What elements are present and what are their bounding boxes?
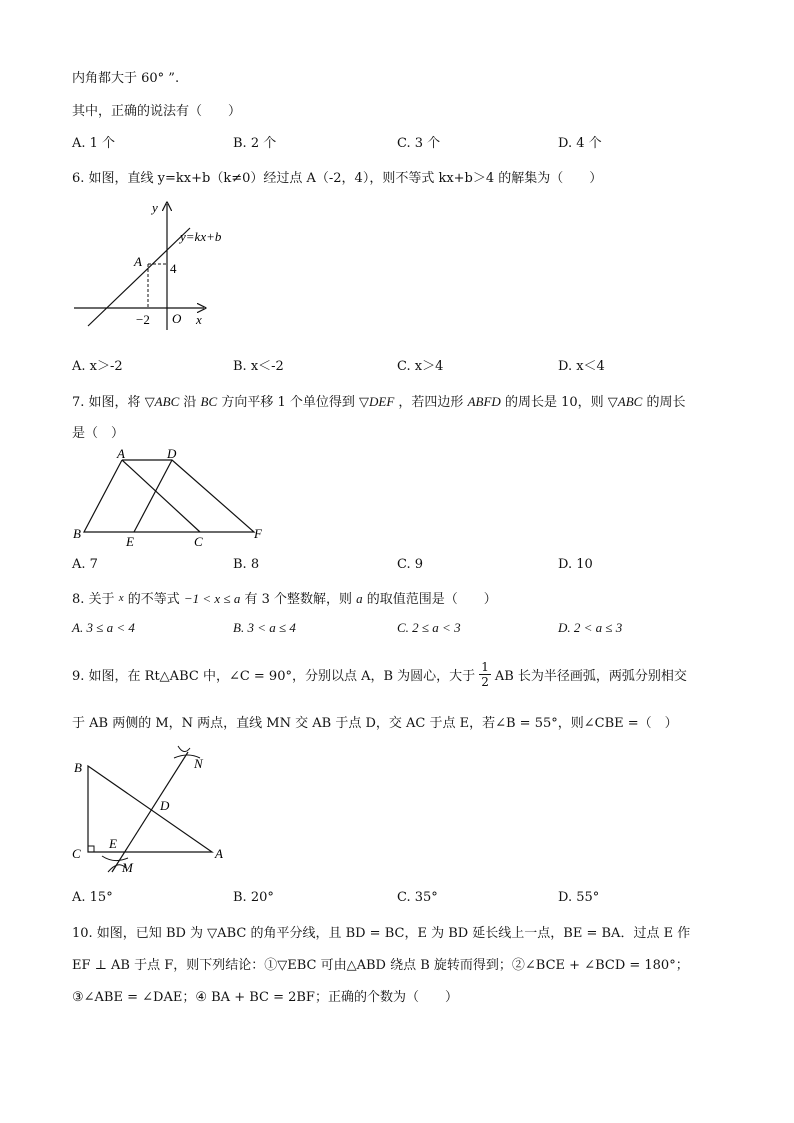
q9-triangle [88, 766, 212, 852]
q6-option-b[interactable]: B. x＜-2 [233, 359, 284, 374]
q9-label-a: A [215, 846, 223, 861]
q9-arc-n2 [178, 746, 190, 752]
q8-var-x: x [118, 592, 124, 604]
q10-line1: 10. 如图，已知 BD 为 ▽ABC 的角平分线，且 BD = BC，E 为 BD 延长线上一点，BE = BA．过点 E 作 [72, 926, 691, 941]
q9-right-angle-mark [88, 846, 94, 852]
q7-stem-line2: 是（ ） [72, 426, 125, 441]
q7-label-a: A [117, 446, 125, 461]
q6-figure [72, 198, 252, 333]
q5-tail-line2: 其中，正确的说法有（ ） [72, 104, 242, 119]
q7-option-d[interactable]: D. 10 [558, 557, 593, 572]
q8-stem [72, 588, 497, 607]
q10-line3: ③∠ABE = ∠DAE；④ BA + BC = 2BF；正确的个数为（ ） [72, 990, 458, 1005]
q7-option-a[interactable]: A. 7 [72, 557, 98, 572]
q9-stem-b: AB 长为半径画弧，两弧分别相交 [494, 668, 687, 684]
q9-option-a[interactable]: A. 15° [72, 890, 113, 905]
q6-stem: 6. 如图，直线 y=kx+b（k≠0）经过点 A（-2，4），则不等式 kx+b＞4 的解集为（ ） [72, 171, 603, 186]
q5-option-a[interactable]: A. 1 个 [72, 136, 116, 151]
q7-stem-c: 方向平移 1 个单位得到 [221, 395, 355, 410]
q9-label-b: B [74, 760, 82, 775]
q9-figure [72, 744, 242, 880]
q9-option-d[interactable]: D. 55° [558, 890, 600, 905]
q8-option-b[interactable]: B. 3 < a ≤ 4 [233, 620, 296, 635]
q9-label-n: N [194, 756, 203, 771]
q9-label-d: D [160, 798, 170, 813]
q5-option-d[interactable]: D. 4 个 [558, 136, 602, 151]
q7-figure [72, 444, 272, 552]
q9-frac-den: 2 [481, 674, 489, 689]
q9-stem-a: 9. 如图，在 Rt△ABC 中，∠C = 90°，分别以点 A，B 为圆心，大于 [72, 668, 476, 684]
q7-stem-e: 的周长是 10，则 [504, 395, 604, 410]
q10-line2: EF ⊥ AB 于点 F，则下列结论：①▽EBC 可由△ABD 绕点 B 旋转而得到；②∠BCE + ∠BCD = 180°； [72, 958, 689, 973]
q7-quad: ABFD [467, 394, 501, 409]
q6-label-neg2: −2 [136, 312, 150, 327]
q6-label-origin: O [172, 311, 182, 326]
q9-stem-line2: 于 AB 两侧的 M，N 两点，直线 MN 交 AB 于点 D，交 AC 于点 E，若∠B = 55°，则∠CBE =（ ） [72, 716, 678, 731]
q9-label-c: C [72, 846, 81, 861]
q7-stem-d: ，若四边形 [398, 395, 464, 410]
q6-label-line: y=kx+b [180, 229, 222, 244]
q9-stem-line1 [72, 656, 687, 692]
q7-stem-a: 7. 如图，将 [72, 395, 141, 410]
q7-segment-ac [122, 460, 200, 532]
q6-label-y: y [152, 200, 158, 215]
q5-tail-line1: 内角都大于 60° ”. [72, 71, 180, 86]
q6-option-c[interactable]: C. x＞4 [397, 359, 444, 374]
q7-stem-f: 的周长 [646, 395, 686, 410]
q7-option-b[interactable]: B. 8 [233, 557, 260, 572]
q7-label-e: E [126, 534, 134, 549]
q6-option-a[interactable]: A. x＞-2 [72, 359, 123, 374]
q9-frac-num: 1 [481, 659, 489, 674]
q9-option-b[interactable]: B. 20° [233, 890, 274, 905]
q8-inequality: −1 < x ≤ a [183, 591, 241, 606]
q7-tri-def: ▽DEF [359, 394, 395, 409]
q9-fraction [479, 661, 491, 688]
q7-tri-abc-2: ▽ABC [607, 394, 643, 409]
q6-label-a: A [134, 254, 142, 269]
q7-segment-de [134, 460, 172, 532]
q9-line-mn [112, 752, 188, 872]
q9-option-c[interactable]: C. 35° [397, 890, 438, 905]
q8-stem-d: 的取值范围是（ ） [366, 592, 497, 607]
q7-label-f: F [254, 526, 262, 541]
q8-option-d[interactable]: D. 2 < a ≤ 3 [558, 620, 623, 635]
q7-label-b: B [73, 526, 81, 541]
q7-option-c[interactable]: C. 9 [397, 557, 424, 572]
q6-label-4: 4 [170, 261, 177, 276]
q8-stem-b: 的不等式 [127, 592, 180, 607]
q8-stem-a: 8. 关于 [72, 592, 115, 607]
q5-option-b[interactable]: B. 2 个 [233, 136, 277, 151]
q8-option-a[interactable]: A. 3 ≤ a < 4 [72, 620, 135, 635]
q9-label-e: E [109, 836, 117, 851]
q7-label-d: D [167, 446, 177, 461]
q7-stem-b: 沿 [183, 395, 197, 410]
q6-option-d[interactable]: D. x＜4 [558, 359, 605, 374]
q7-tri-abc: ▽ABC [144, 394, 180, 409]
q6-label-x: x [196, 312, 202, 327]
q7-stem-line1 [72, 391, 685, 410]
q8-stem-c: 有 3 个整数解，则 [244, 592, 353, 607]
q8-var-a: a [356, 591, 363, 606]
q8-option-c[interactable]: C. 2 ≤ a < 3 [397, 620, 461, 635]
q7-outline [84, 460, 254, 532]
q9-label-m: M [122, 860, 133, 875]
q5-option-c[interactable]: C. 3 个 [397, 136, 441, 151]
q7-seg-bc: BC [200, 394, 218, 409]
q7-label-c: C [194, 534, 203, 549]
